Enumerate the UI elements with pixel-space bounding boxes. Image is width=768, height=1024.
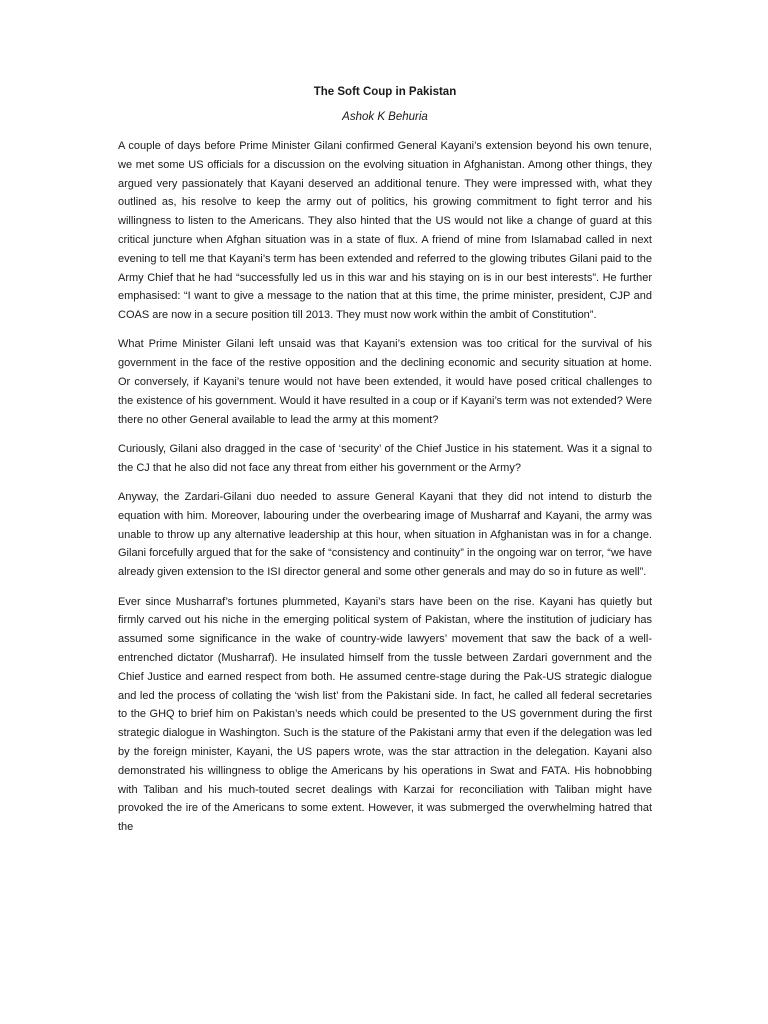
document-title: The Soft Coup in Pakistan <box>313 86 457 98</box>
paragraph-1: A couple of days before Prime Minister Gilani confirmed General Kayani’s extension beyond his own tenure, we met some US officials for a discussion on the evolving situation in Afghanistan. Among other things, they argued very passionately that Kayani deserved an additional tenure. They were impressed with, what they outlined as, his resolve to keep the army out of politics, his growing commitment to fight terror and his willingness to listen to the Americans. They also hinted that the US would not like a change of guard at this critical juncture when Afghan situation was in a state of flux. A friend of mine from Islamabad called in next evening to tell me that Kayani’s term has been extended and referred to the glowing tributes Gilani paid to the Army Chief that he had “successfully led us in this war and his staying on is in our best interests”. He further emphasised: “I want to give a message to the nation that at this time, the prime minister, president, CJP and COAS are now in a secure position till 2013. They must now work within the ambit of Constitution”. <box>118 140 652 322</box>
document-page <box>118 84 652 847</box>
paragraph-2: What Prime Minister Gilani left unsaid was that Kayani’s extension was too critical for the survival of his government in the face of the restive opposition and the declining economic and security situation at home. Or conversely, if Kayani’s tenure would not have been extended, it would have posed critical challenges to the existence of his government. Would it have resulted in a coup or if Kayani’s term was not extended? Were there no other General available to lead the army at this moment? <box>118 338 652 426</box>
document-author: Ashok K Behuria <box>342 111 428 123</box>
paragraph-3: Curiously, Gilani also dragged in the case of ‘security’ of the Chief Justice in his statement. Was it a signal to the CJ that he also did not face any threat from either his government or the Army? <box>118 442 652 474</box>
paragraph-4: Anyway, the Zardari-Gilani duo needed to assure General Kayani that they did not intend to disturb the equation with him. Moreover, labouring under the overbearing image of Musharraf and Kayani, the army was unable to throw up any alternative leadership at this hour, when situation in Afghanistan was in for a change. Gilani forcefully argued that for the sake of “consistency and continuity” in the ongoing war on terror, “we have already given extension to the ISI director general and some other generals and may do so in future as well”. <box>118 491 652 579</box>
paragraph-5: Ever since Musharraf’s fortunes plummeted, Kayani’s stars have been on the rise. Kayani has quietly but firmly carved out his niche in the emerging political system of Pakistan, where the institution of judiciary has assumed some significance in the wake of country-wide lawyers’ movement that saw the back of a well-entrenched dictator (Musharraf). He insulated himself from the tussle between Zardari government and the Chief Justice and earned respect from both. He assumed centre-stage during the Pak-US strategic dialogue and led the process of collating the ‘wish list’ from the Pakistani side. In fact, he called all federal secretaries to the GHQ to brief him on Pakistan’s needs which could be presented to the US government during the first strategic dialogue in Washington. Such is the stature of the Pakistani army that even if the delegation was led by the foreign minister, Kayani, the US papers wrote, was the star attraction in the delegation. Kayani also demonstrated his willingness to oblige the Americans by his operations in Swat and FATA. His hobnobbing with Taliban and his much-touted secret dealings with Karzai for reconciliation with Taliban might have provoked the ire of the Americans to some extent. However, it was submerged the overwhelming hatred that the <box>118 595 652 834</box>
